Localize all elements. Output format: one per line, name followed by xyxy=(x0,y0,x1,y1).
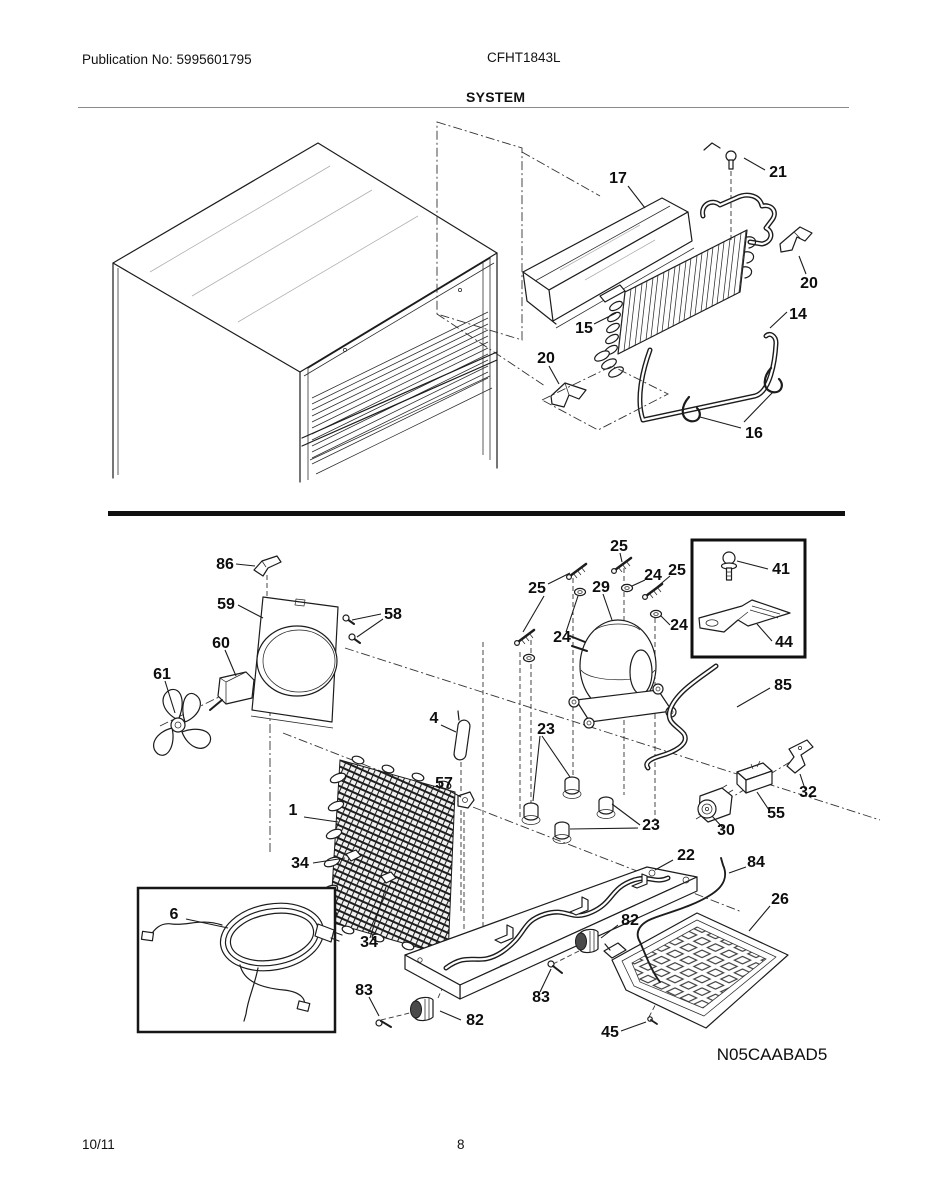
callout-61: 61 xyxy=(153,666,171,683)
callout-22: 22 xyxy=(677,847,695,864)
evaporator-cover-part xyxy=(523,198,694,328)
callout-16: 16 xyxy=(745,425,763,442)
callout-24-right: 24 xyxy=(670,617,688,634)
compressor-part xyxy=(569,620,676,728)
callout-26: 26 xyxy=(771,891,789,908)
screw-part-45 xyxy=(648,1017,657,1024)
callout-15: 15 xyxy=(575,320,593,337)
footer-page-number: 8 xyxy=(457,1137,465,1152)
fan-blade-part xyxy=(154,689,211,755)
tube-clip-left xyxy=(551,383,586,407)
callout-34-upper: 34 xyxy=(291,855,309,872)
callout-85: 85 xyxy=(774,677,792,694)
tube-hooks xyxy=(683,368,782,421)
discharge-tube-part xyxy=(647,666,716,768)
callout-29: 29 xyxy=(592,579,610,596)
fan-shroud-part xyxy=(251,597,338,728)
capacitor-part-55 xyxy=(737,761,772,793)
callout-82-right: 82 xyxy=(621,912,639,929)
refrigerator-cabinet xyxy=(113,122,600,482)
compressor-grommets-23 xyxy=(522,777,615,844)
callout-21: 21 xyxy=(769,164,787,181)
top-diagram-evaporator xyxy=(0,100,927,520)
callout-30: 30 xyxy=(717,822,735,839)
screw-part-21 xyxy=(704,143,736,241)
callout-1: 1 xyxy=(288,802,298,819)
diagram-code: N05CAABAD5 xyxy=(716,1045,828,1064)
shroud-clip-part-86 xyxy=(254,556,281,576)
callout-25-left: 25 xyxy=(528,580,546,597)
tube-clip-right xyxy=(780,227,812,252)
clip-part-57 xyxy=(458,792,474,808)
suction-tube-part xyxy=(640,334,776,420)
callout-25-right: 25 xyxy=(668,562,686,579)
roller-left-82 xyxy=(411,997,434,1020)
callout-6: 6 xyxy=(169,906,179,923)
callout-25-top: 25 xyxy=(610,538,628,555)
callout-41: 41 xyxy=(772,561,790,578)
callout-24-left: 24 xyxy=(553,629,571,646)
callout-44: 44 xyxy=(775,634,793,651)
callout-83-right: 83 xyxy=(532,989,550,1006)
callout-82-left: 82 xyxy=(466,1012,484,1029)
callout-58: 58 xyxy=(384,606,402,623)
callout-86: 86 xyxy=(216,556,234,573)
callout-45: 45 xyxy=(601,1024,619,1041)
callout-57: 57 xyxy=(435,775,453,792)
publication-number: Publication No: 5995601795 xyxy=(82,52,252,67)
callout-17: 17 xyxy=(609,170,627,187)
fan-motor-part xyxy=(210,672,254,710)
callout-4: 4 xyxy=(429,710,439,727)
footer-date: 10/11 xyxy=(82,1137,115,1152)
bottom-diagram-machine-compartment xyxy=(0,520,927,1100)
callout-59: 59 xyxy=(217,596,235,613)
callout-34-lower: 34 xyxy=(360,934,378,951)
callout-23-upper: 23 xyxy=(537,721,555,738)
callout-84: 84 xyxy=(747,854,765,871)
section-title: SYSTEM xyxy=(466,89,526,105)
relay-part-30 xyxy=(698,785,733,822)
callout-23-lower: 23 xyxy=(642,817,660,834)
callout-20-left: 20 xyxy=(537,350,555,367)
bracket-part-32 xyxy=(787,740,813,773)
callout-24-top: 24 xyxy=(644,567,662,584)
callout-55: 55 xyxy=(767,805,785,822)
drain-pan-part xyxy=(604,913,788,1028)
evaporator-inlet-tube xyxy=(703,195,775,244)
callout-83-left: 83 xyxy=(355,982,373,999)
model-number: CFHT1843L xyxy=(487,50,561,65)
callout-14: 14 xyxy=(789,306,807,323)
drier-part xyxy=(453,711,470,761)
callout-32: 32 xyxy=(799,784,817,801)
callout-60: 60 xyxy=(212,635,230,652)
callout-20-right: 20 xyxy=(800,275,818,292)
